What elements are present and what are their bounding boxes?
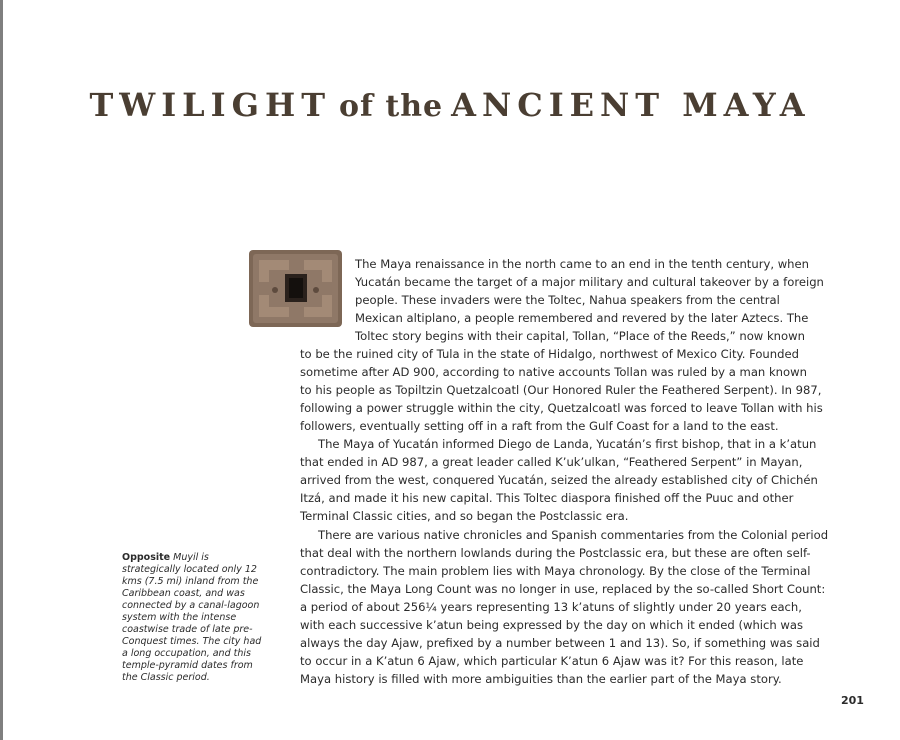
body-line: Maya history is filled with more ambiguities than the earlier part of the Maya story. [300,672,782,686]
body-line: that deal with the northern lowlands during the Postclassic era, but these are often self- [300,546,811,560]
body-line: Itzá, and made it his new capital. This Toltec diaspora finished off the Puuc and other [300,491,794,505]
body-line: always the day Ajaw, prefixed by a number between 1 and 13). So, if something was said [300,636,820,650]
body-line: The Maya of Yucatán informed Diego de Landa, Yucatán’s first bishop, that in a k’atun [318,437,817,451]
body-line: Mexican altiplano, a people remembered and revered by the later Aztecs. The [355,311,809,325]
carved-stone-glyph-icon [249,250,342,327]
title-part-1: TWILIGHT [89,86,332,124]
body-line: people. These invaders were the Toltec, Nahua speakers from the central [355,293,780,307]
body-line: to his people as Topiltzin Quetzalcoatl (Our Honored Ruler the Feathered Serpent). In 987, [300,383,822,397]
page-number: 201 [841,694,864,707]
body-line: arrived from the west, conquered Yucatán, seized the already established city of Chichén [300,473,818,487]
body-line: a period of about 256¼ years representing 13 k’atuns of slightly under 20 years each, [300,600,802,614]
body-line: Toltec story begins with their capital, Tollan, “Place of the Reeds,” now known [355,329,805,343]
caption-text: Muyil is strategically located only 12 kms (7.5 mi) inland from the Caribbean coast, and was connected by a canal-lagoon system with the intense coastwise trade of late pre-Conquest times. The city had a long occupation, and this temple-pyramid dates from the Classic period. [122,552,262,683]
body-line: Yucatán became the target of a major military and cultural takeover by a foreign [355,275,824,289]
body-line: that ended in AD 987, a great leader called K’uk’ulkan, “Feathered Serpent” in Mayan, [300,455,803,469]
body-line: following a power struggle within the city, Quetzalcoatl was forced to leave Tollan with his [300,401,823,415]
title-part-2: of the [339,89,444,124]
body-line: The Maya renaissance in the north came to an end in the tenth century, when [355,257,810,271]
caption-lead: Opposite [122,552,171,563]
body-line: Terminal Classic cities, and so began the Postclassic era. [300,509,629,523]
body-line: Classic, the Maya Long Count was no longer in use, replaced by the so-called Short Count: [300,582,826,596]
body-line: followers, eventually setting off in a raft from the Gulf Coast for a land to the east. [300,419,779,433]
title-part-3: ANCIENT MAYA [451,86,811,124]
body-line: There are various native chronicles and Spanish commentaries from the Colonial period [318,528,829,542]
photo-caption [122,552,267,684]
page-title [0,86,900,124]
body-line: sometime after AD 900, according to native accounts Tollan was ruled by a man known [300,365,807,379]
body-line: with each successive k’atun being expressed by the day on which it ended (which was [300,618,804,632]
body-line: contradictory. The main problem lies with Maya chronology. By the close of the Terminal [300,564,811,578]
body-line: to be the ruined city of Tula in the state of Hidalgo, northwest of Mexico City. Founded [300,347,799,361]
body-line: to occur in a K’atun 6 Ajaw, which particular K’atun 6 Ajaw was it? For this reason, late [300,654,804,668]
